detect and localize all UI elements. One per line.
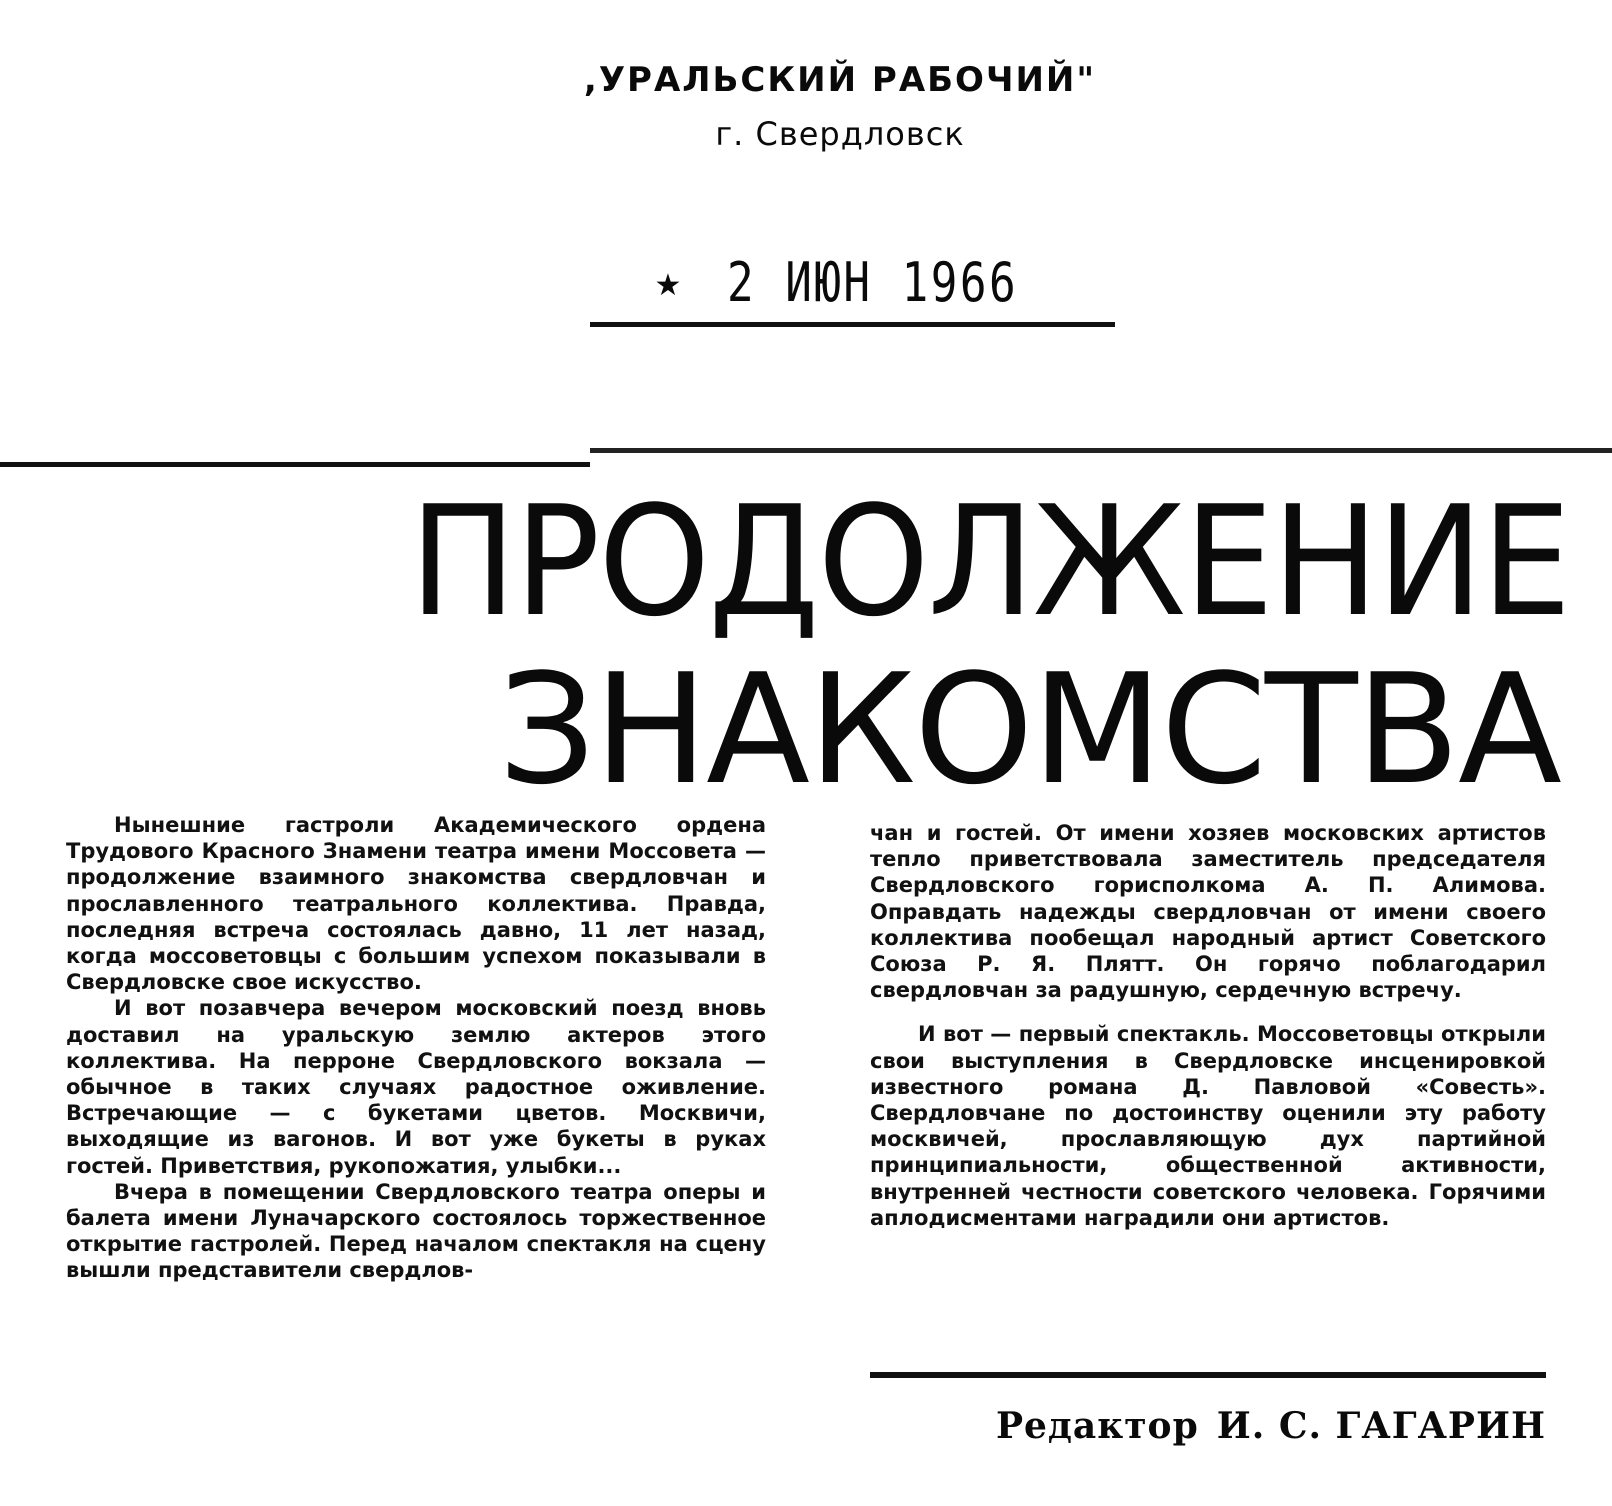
article-column-left	[66, 812, 766, 1284]
paragraph: Вчера в помещении Свердловского театра оперы и балета имени Луначарского состоялось торжественное открытие гастролей. Перед началом спектакля на сцену вышли представители свердлов-	[66, 1179, 766, 1283]
paragraph: Нынешние гастроли Академического ордена Трудового Красного Знамени театра имени Моссовета — продолжение взаимного знакомства свердловчан и прославленного театрального коллектива. Правда, последняя встреча состоялась давно, 11 лет назад, когда моссоветовцы с большим успехом показывали в Свердловске свое искусство.	[66, 813, 766, 995]
footer-divider	[870, 1372, 1546, 1378]
divider-right	[590, 448, 1612, 453]
paragraph: И вот — первый спектакль. Моссоветовцы открыли свои выступления в Свердловске инсценировкой известного романа Д. Павловой «Совесть». Свердловчане по достоинству оценили эту работу москвичей, прославляющую дух партийной принципиальности, общественной активности, внутренней честности советского человека. Горячими аплодисментами наградили они артистов.	[870, 1022, 1546, 1230]
paragraph: И вот позавчера вечером московский поезд вновь доставил на уральскую землю актеров этого коллектива. На перроне Свердловского вокзала — обычное в таких случаях радостное оживление. Встречающие — с букетами цветов. Москвичи, выходящие из вагонов. И вот уже букеты в руках гостей. Приветствия, рукопожатия, улыбки...	[66, 996, 766, 1178]
editor-name: И. С. ГАГАРИН	[1216, 1405, 1546, 1447]
date-stamp	[590, 248, 1115, 327]
editor-credit	[870, 1404, 1546, 1448]
editor-label: Редактор	[995, 1405, 1199, 1447]
paragraph: чан и гостей. От имени хозяев московских артистов тепло приветствовала заместитель председателя Свердловского горисполкома А. П. Алимова. Оправдать надежды свердловчан от имени своего коллектива пообещал народный артист Советского Союза Р. Я. Плятт. Он горячо поблагодарил свердловчан за радушную, сердечную встречу.	[870, 821, 1546, 1003]
newspaper-stamp	[560, 60, 1120, 154]
headline-line-1: ПРОДОЛЖЕНИЕ	[409, 473, 1570, 650]
divider-left	[0, 462, 590, 467]
date-text: 2 ИЮН 1966	[727, 251, 1019, 314]
star-icon: ★	[654, 268, 682, 303]
headline-line-2: ЗНАКОМСТВА	[498, 641, 1560, 818]
city-name: г. Свердловск	[715, 115, 965, 153]
article-column-right	[870, 820, 1546, 1231]
newspaper-name: ,УРАЛЬСКИЙ РАБОЧИЙ"	[583, 60, 1097, 100]
article-headline	[330, 473, 1570, 818]
